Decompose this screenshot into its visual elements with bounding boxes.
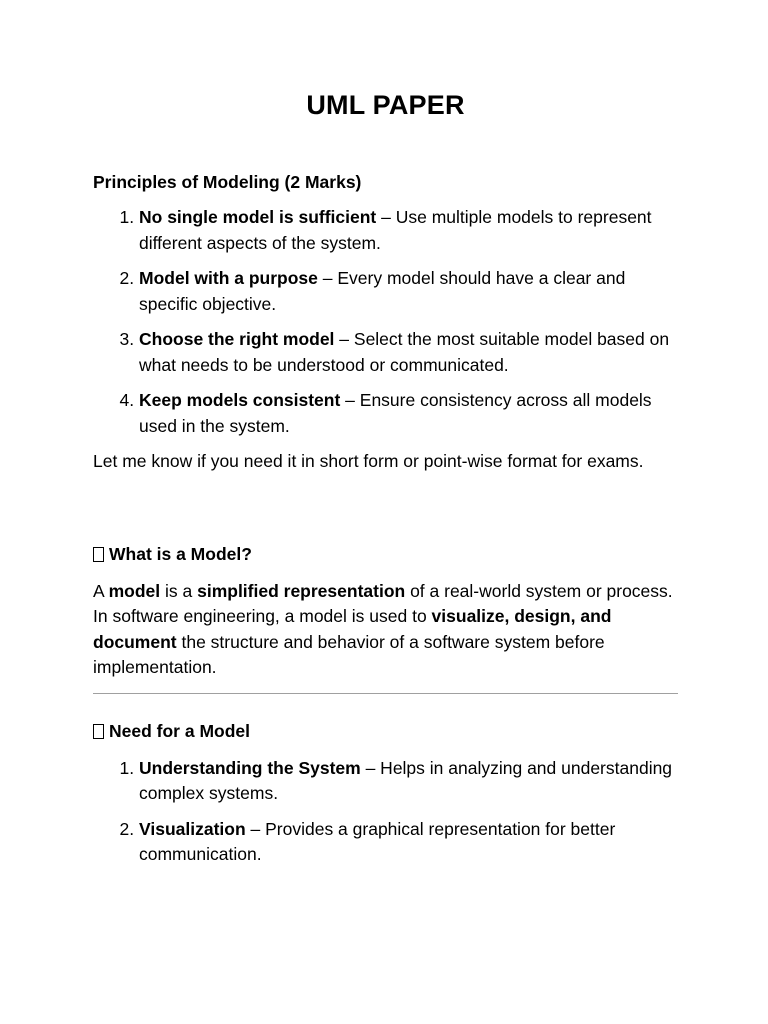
section-need-for-model xyxy=(93,720,678,868)
page-title: UML PAPER xyxy=(306,90,465,120)
principles-list xyxy=(93,205,678,439)
list-item-term: Model with a purpose xyxy=(139,268,318,288)
section-what-is-model xyxy=(93,543,678,694)
section-heading-what-is-model xyxy=(93,543,678,565)
list-item-desc: – Select the most suitable model based on what needs to be understood or communicated. xyxy=(139,329,670,375)
list-item xyxy=(139,327,678,378)
list-item-term: Keep models consistent xyxy=(139,390,341,410)
section-principles xyxy=(93,171,678,475)
list-item-term: Visualization xyxy=(139,818,246,839)
list-item xyxy=(139,388,678,439)
horizontal-divider xyxy=(93,693,678,694)
section-heading-need-for-model xyxy=(93,720,678,742)
list-item xyxy=(139,266,678,317)
need-list xyxy=(93,756,678,868)
list-item-desc: – Provides a graphical representation for better communication. xyxy=(139,818,616,864)
list-item-desc: – Ensure consistency across all models used in the system. xyxy=(139,390,652,436)
model-purpose: In software engineering, a model is used to visualize, design, and document the structure and behavior of a software system before implementation. xyxy=(93,606,612,677)
list-item-desc: – Use multiple models to represent different aspects of the system. xyxy=(139,207,652,253)
missing-glyph-icon xyxy=(93,724,104,739)
list-item-term: Choose the right model xyxy=(139,329,335,349)
principles-footer-note: Let me know if you need it in short form or point-wise format for exams. xyxy=(93,451,644,471)
document-content xyxy=(93,90,678,878)
list-item xyxy=(139,817,678,868)
list-item-term: Understanding the System xyxy=(139,757,361,778)
section-heading-principles: Principles of Modeling (2 Marks) xyxy=(93,172,362,192)
list-item-term: No single model is sufficient xyxy=(139,207,377,227)
heading-text: What is a Model? xyxy=(109,543,252,564)
missing-glyph-icon xyxy=(93,547,104,562)
list-item-desc: – Helps in analyzing and understanding complex systems. xyxy=(139,757,673,803)
list-item xyxy=(139,205,678,256)
model-definition: A model is a simplified representation of a real-world system or process. xyxy=(93,580,673,601)
heading-text: Need for a Model xyxy=(109,720,250,741)
list-item-desc: – Every model should have a clear and specific objective. xyxy=(139,268,626,314)
list-item xyxy=(139,756,678,807)
